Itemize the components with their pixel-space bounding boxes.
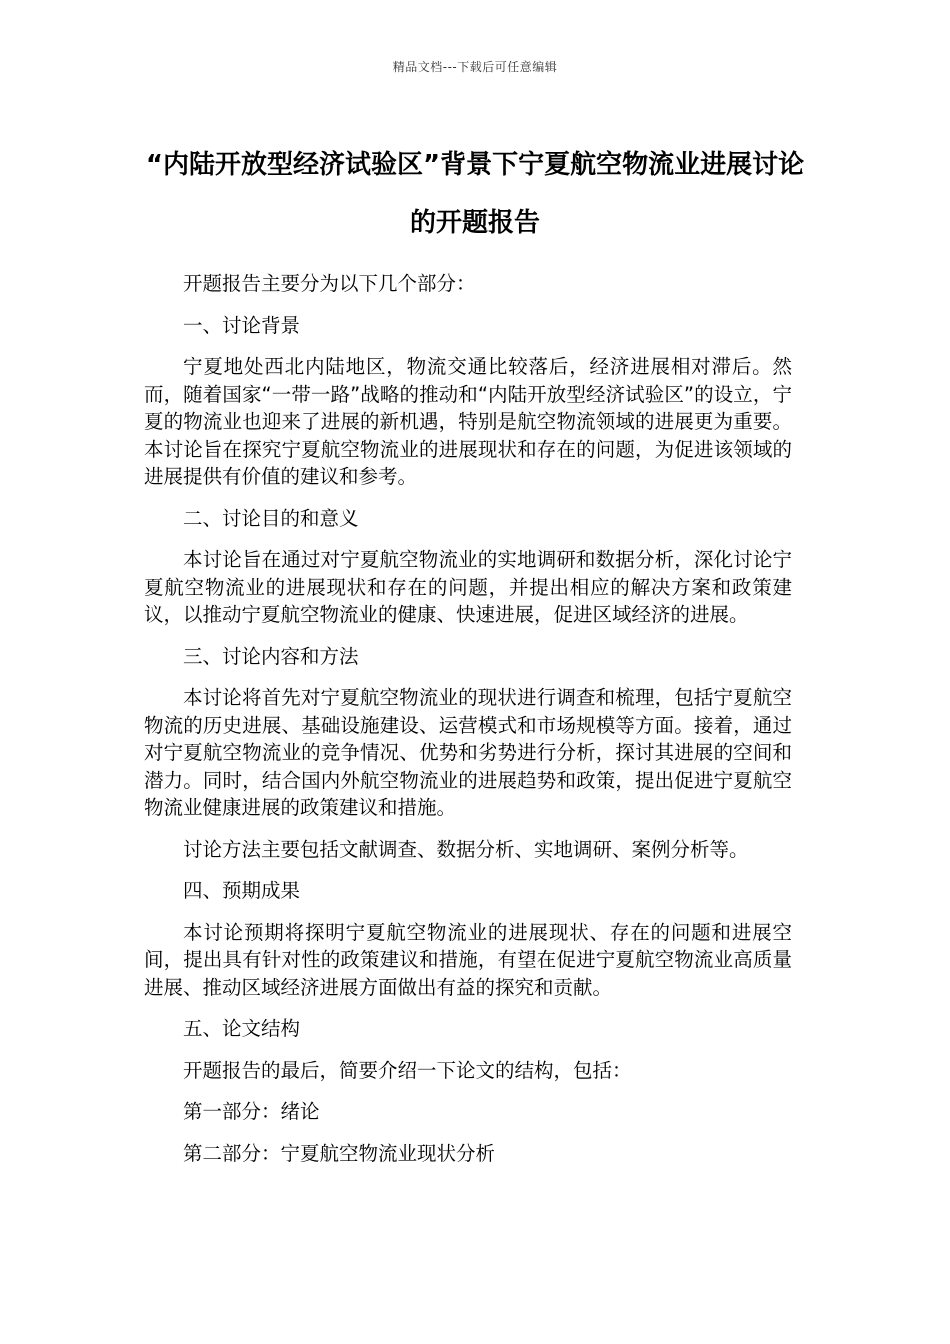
document-body bbox=[144, 270, 792, 1181]
content-paragraph: 本讨论将首先对宁夏航空物流业的现状进行调查和梳理，包括宁夏航空物流的历史进展、基础设施建设、运营模式和市场规模等方面。接着，通过对宁夏航空物流业的竞争情况、优势和劣势进行分析，探讨其进展的空间和潜力。同时，结合国内外航空物流业的进展趋势和政策，提出促进宁夏航空物流业健康进展的政策建议和措施。 bbox=[144, 686, 792, 819]
section-heading-thesis-structure: 五、论文结构 bbox=[183, 1017, 301, 1040]
structure-item-1: 第一部分：绪论 bbox=[183, 1100, 320, 1123]
section-heading-background: 一、讨论背景 bbox=[183, 313, 301, 337]
section-heading-content-method: 三、讨论内容和方法 bbox=[183, 644, 359, 668]
section-heading-expected-results: 四、预期成果 bbox=[183, 879, 301, 902]
intro-paragraph: 开题报告主要分为以下几个部分： bbox=[183, 272, 476, 295]
method-paragraph: 讨论方法主要包括文献调查、数据分析、实地调研、案例分析等。 bbox=[183, 837, 749, 861]
structure-intro-paragraph: 开题报告的最后，简要介绍一下论文的结构，包括： bbox=[183, 1058, 632, 1082]
purpose-paragraph: 本讨论旨在通过对宁夏航空物流业的实地调研和数据分析，深化讨论宁夏航空物流业的进展现状和存在的问题，并提出相应的解决方案和政策建议，以推动宁夏航空物流业的健康、快速进展，促进区域经济的进展。 bbox=[144, 548, 792, 626]
document-title: “内陆开放型经济试验区”背景下宁夏航空物流业进展讨论的开题报告 bbox=[145, 150, 805, 238]
background-paragraph: 宁夏地处西北内陆地区，物流交通比较落后，经济进展相对滞后。然而，随着国家“一带一路”战略的推动和“内陆开放型经济试验区”的设立，宁夏的物流业也迎来了进展的新机遇，特别是航空物流领域的进展更为重要。本讨论旨在探究宁夏航空物流业的进展现状和存在的问题，为促进该领域的进展提供有价值的建议和参考。 bbox=[144, 355, 792, 488]
section-heading-purpose: 二、讨论目的和意义 bbox=[183, 506, 359, 530]
expected-results-paragraph: 本讨论预期将探明宁夏航空物流业的进展现状、存在的问题和进展空间，提出具有针对性的政策建议和措施，有望在促进宁夏航空物流业高质量进展、推动区域经济进展方面做出有益的探究和贡献。 bbox=[144, 920, 792, 999]
header-note: 精品文档---下载后可任意编辑 bbox=[392, 60, 558, 74]
structure-item-2: 第二部分：宁夏航空物流业现状分析 bbox=[183, 1141, 496, 1165]
